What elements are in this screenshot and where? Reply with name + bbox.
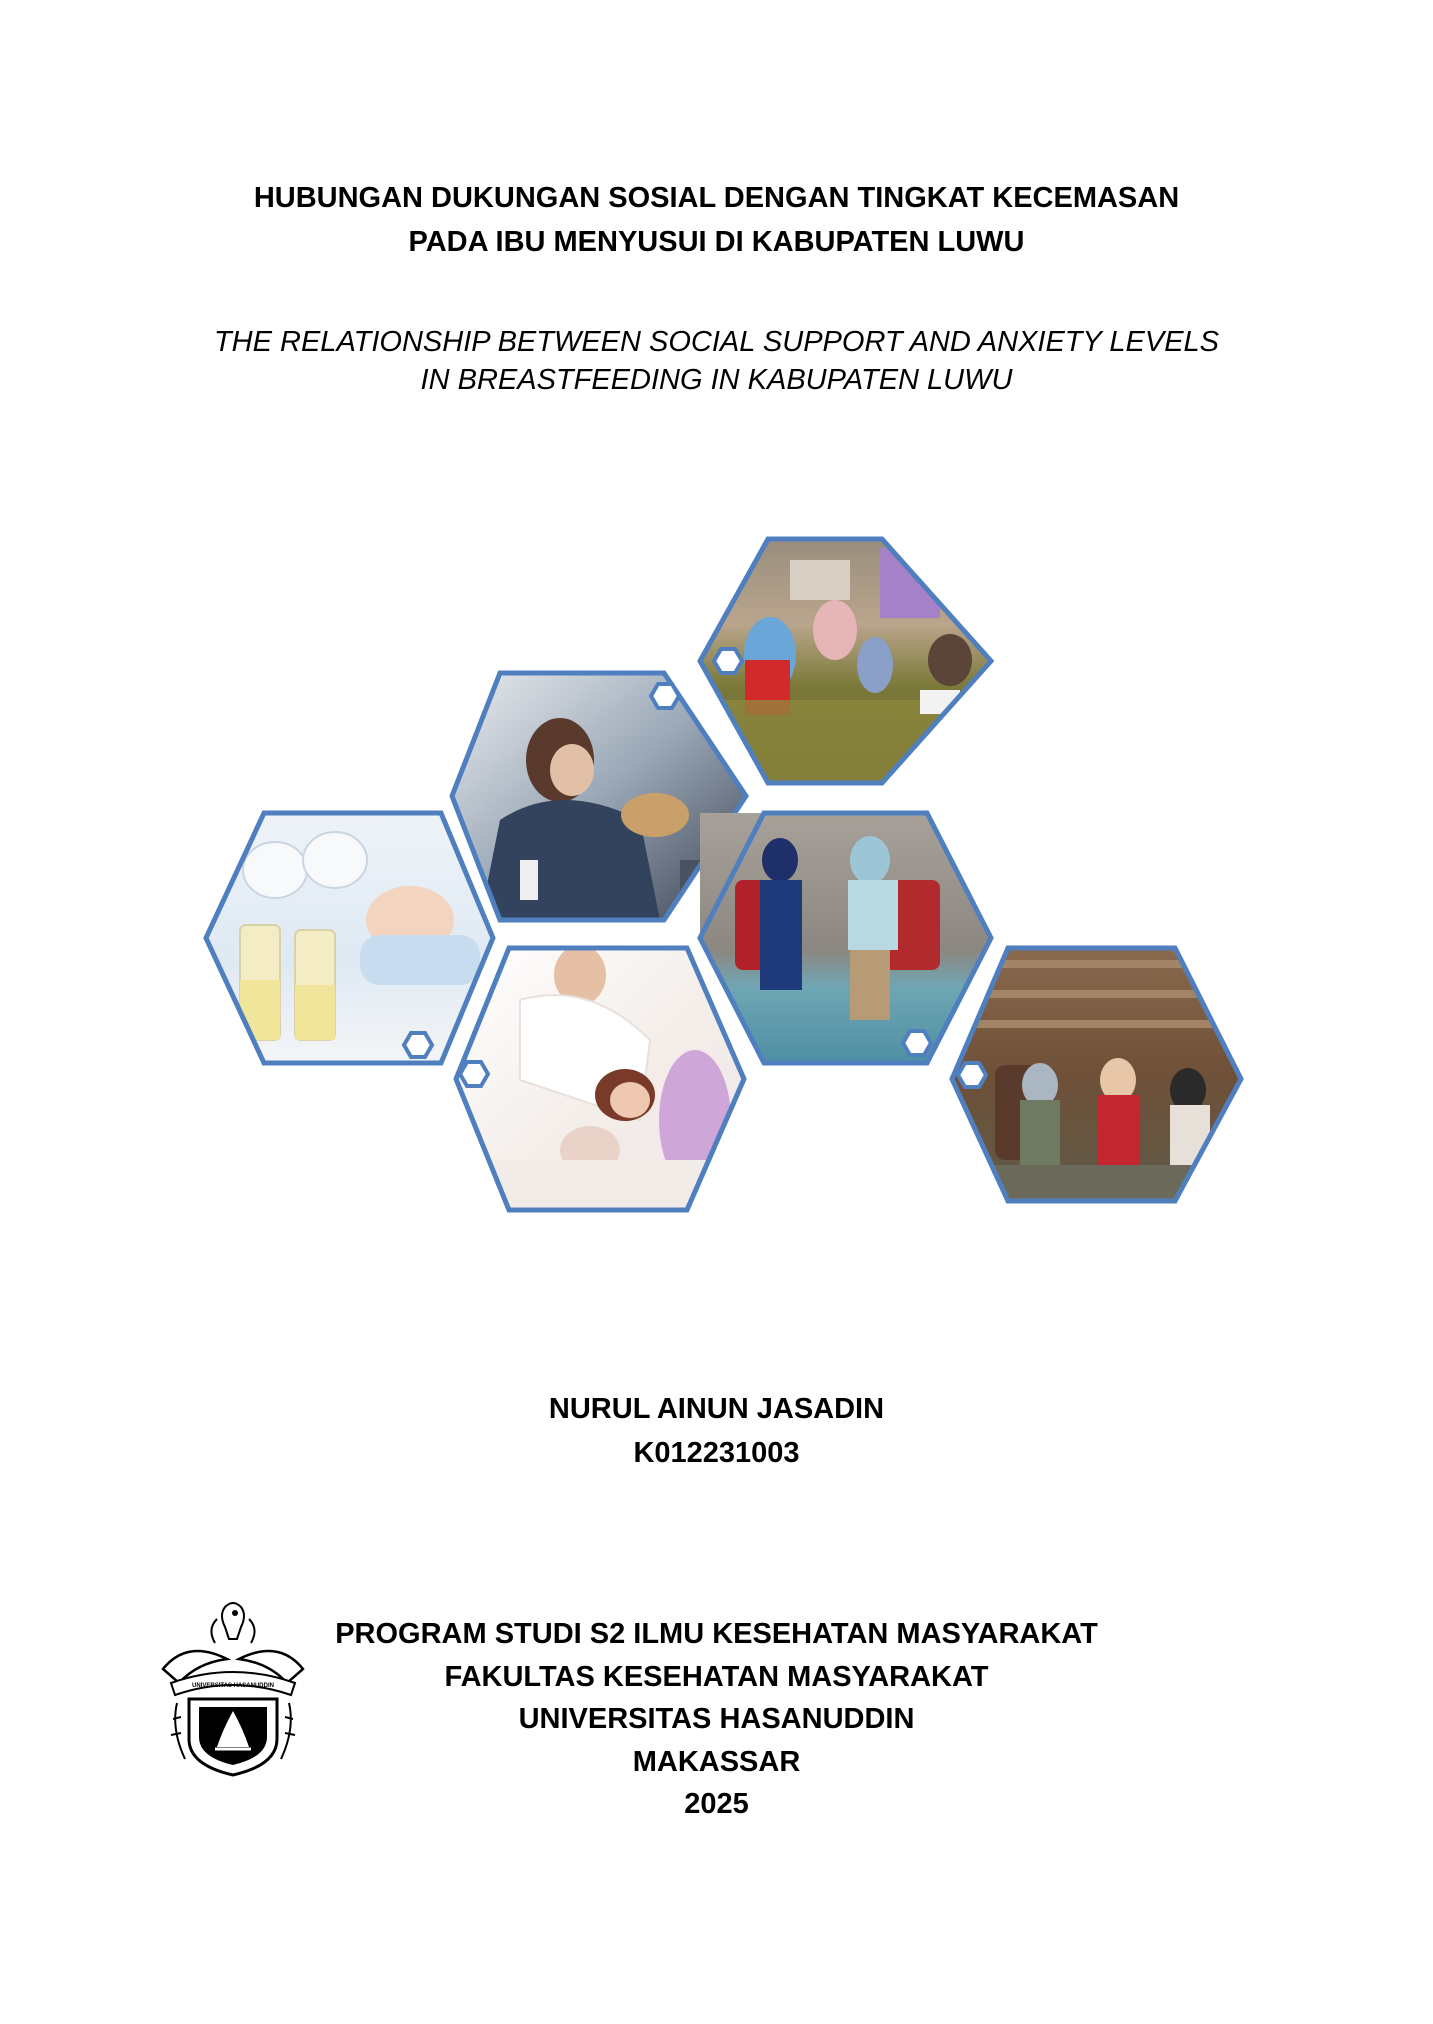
year: 2025 bbox=[684, 1788, 749, 1820]
small-hexagon-icon bbox=[903, 1031, 931, 1055]
small-hexagon-icon bbox=[714, 649, 742, 673]
institution-block bbox=[0, 1613, 1433, 1826]
student-id: K012231003 bbox=[633, 1437, 800, 1469]
photo-breast-pump-bottles-baby bbox=[206, 813, 493, 1063]
city: MAKASSAR bbox=[632, 1745, 801, 1778]
small-hexagon-icon bbox=[651, 684, 679, 708]
study-program: PROGRAM STUDI S2 ILMU KESEHATAN MASYARAKAT bbox=[335, 1618, 1098, 1650]
photo-home-interview-mat bbox=[700, 539, 991, 790]
small-hexagon-icon bbox=[460, 1062, 488, 1086]
title-indonesian-line-2: PADA IBU MENYUSUI DI KABUPATEN LUWU bbox=[408, 226, 1025, 258]
title-english-line-2: IN BREASTFEEDING IN KABUPATEN LUWU bbox=[420, 364, 1013, 396]
photo-wooden-house-interview bbox=[952, 948, 1241, 1205]
title-indonesian-line-1: HUBUNGAN DUKUNGAN SOSIAL DENGAN TINGKAT KECEMASAN bbox=[253, 182, 1180, 214]
small-hexagon-icon bbox=[404, 1033, 432, 1057]
author-block bbox=[0, 1387, 1433, 1475]
faculty: FAKULTAS KESEHATAN MASYARAKAT bbox=[444, 1660, 989, 1693]
university: UNIVERSITAS HASANUDDIN bbox=[518, 1703, 915, 1735]
small-hexagon-icon bbox=[958, 1063, 986, 1087]
title-english-line-1: THE RELATIONSHIP BETWEEN SOCIAL SUPPORT AND ANXIETY LEVELS bbox=[213, 326, 1220, 358]
logo-ribbon-text: UNIVERSITAS HASANUDDIN bbox=[192, 1683, 274, 1689]
photo-interview-plastic-chairs bbox=[700, 813, 991, 1063]
photo-father-mother-baby bbox=[456, 945, 744, 1210]
author-name: NURUL AINUN JASADIN bbox=[548, 1393, 885, 1425]
